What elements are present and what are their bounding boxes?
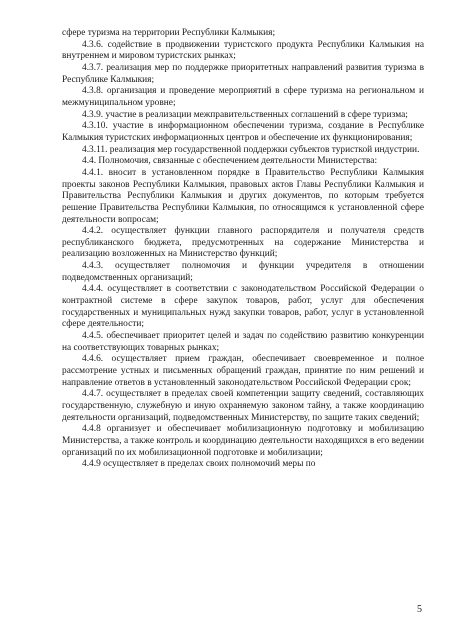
paragraph-4-4-2: 4.4.2. осуществляет функции главного распорядителя и получателя средств республиканского бюджета, предусмотренных на содержание Министерства и реализацию возложенных на Министерство функций; — [62, 226, 424, 260]
paragraph-4-3-9: 4.3.9. участие в реализации межправительственных соглашений в сфере туризма; — [82, 109, 408, 120]
paragraph-continuation: сфере туризма на территории Республики Калмыкия; — [62, 28, 276, 38]
paragraph-4-4-3: 4.4.3. осуществляет полномочия и функции учредителя в отношении подведомственных организаций; — [62, 261, 424, 283]
paragraph-4-4-1: 4.4.1. вносит в установленном порядке в Правительство Республики Калмыкия проекты законов Республики Калмыкия, правовых актов Главы Республики Калмыкия и Правительства Республики Калмыкия и других документов, по которым требуется решение Правительства Республики Калмыкия, по относящимся к установленной сфере деятельности вопросам; — [62, 167, 424, 225]
paragraph-4-3-11: 4.3.11. реализация мер государственной поддержки субъектов туристкой индустрии. — [82, 144, 420, 155]
paragraph-4-4-7: 4.4.7. осуществляет в пределах своей компетенции защиту сведений, составляющих государственную, служебную и иную охраняемую законом тайну, а также координацию деятельности организаций, подведомственных Министерству, по защите таких сведений; — [62, 389, 424, 423]
paragraph-4-4-4: 4.4.4. осуществляет в соответствии с законодательством Российской Федерации о контрактной системе в сфере закупок товаров, работ, услуг для обеспечения государственных и муниципальных нужд закупки товаров, работ, услуг в установленной сфере деятельности; — [62, 284, 424, 330]
paragraph-4-3-10: 4.3.10. участие в информационном обеспечении туризма, создание в Республике Калмыкия туристских информационных центров и обеспечение их функционирования; — [62, 121, 424, 143]
page-number: 5 — [417, 604, 422, 615]
paragraph-4-4-9: 4.4.9 осуществляет в пределах своих полномочий меры по — [82, 459, 316, 470]
paragraph-4-3-6: 4.3.6. содействие в продвижении туристского продукта Республики Калмыкия на внутреннем и мировом туристских рынках; — [62, 39, 424, 62]
paragraph-4-4-8: 4.4.8 организует и обеспечивает мобилизационную подготовку и мобилизацию Министерства, а также контроль и координацию деятельности находящихся в его ведении организаций по их мобилизационной подготовке и мобилизации; — [62, 424, 424, 458]
paragraph-4-3-8: 4.3.8. организация и проведение мероприятий в сфере туризма на региональном и межмуниципальном уровне; — [62, 86, 424, 108]
paragraph-4-3-7: 4.3.7. реализация мер по поддержке приоритетных направлений развития туризма в Республике Калмыкия; — [62, 62, 424, 85]
paragraph-4-4-5: 4.4.5. обеспечивает приоритет целей и задач по содействию развитию конкуренции на соответствующих товарных рынках; — [62, 331, 424, 353]
paragraph-4-4: 4.4. Полномочия, связанные с обеспечением деятельности Министерства: — [82, 156, 378, 167]
paragraph-4-4-6: 4.4.6. осуществляет прием граждан, обеспечивает своевременное и полное рассмотрение устных и письменных обращений граждан, принятие по ним решений и направление ответов в установленный законодательством Российской Федерации срок; — [62, 354, 424, 388]
